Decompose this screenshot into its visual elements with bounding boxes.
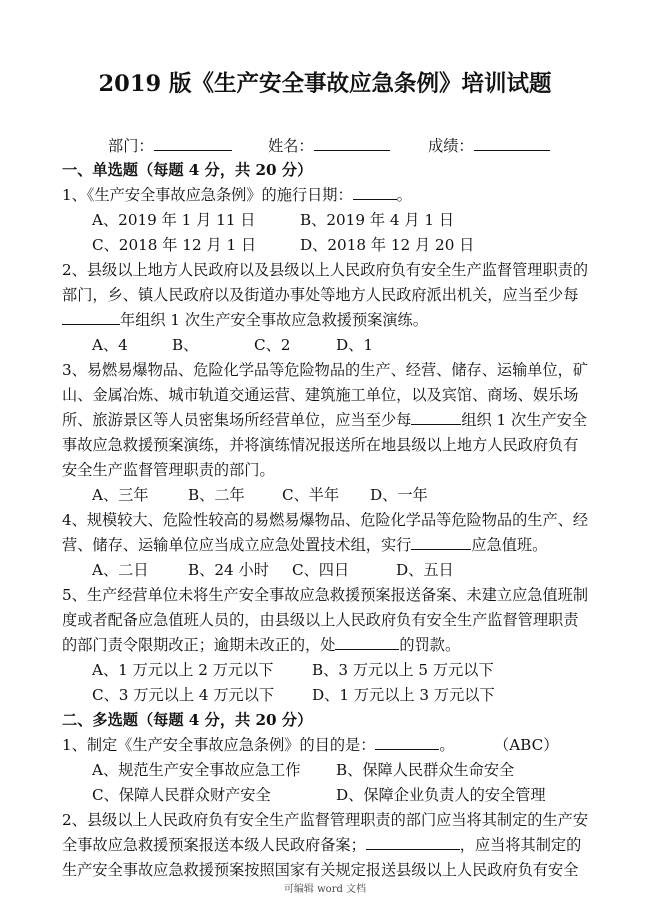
option-a: A、规范生产安全事故应急工作 (92, 761, 301, 779)
footer-note: 可编辑 word 文档 (283, 884, 367, 895)
question-text: 。 (396, 186, 412, 204)
question-7-line-3: 生产安全事故应急救援预案按照国家有关规定报送县级以上人民政府负有安全 (62, 861, 579, 879)
question-text: 。 (439, 736, 455, 754)
option-a: A、二日 (92, 561, 149, 579)
question-3-line-5: 安全生产监督管理职责的部门。 (62, 461, 275, 479)
option-a: A、三年 (92, 486, 149, 504)
option-d: D、一年 (370, 486, 428, 504)
option-b: B、2019 年 4 月 1 日 (300, 211, 455, 229)
section-heading-single-choice: 一、单选题（每题 4 分，共 20 分） (62, 161, 313, 179)
answer-key: （ABC） (494, 736, 559, 754)
option-d: D、1 (336, 336, 374, 354)
option-a: A、2019 年 1 月 11 日 (92, 211, 256, 229)
option-c: C、保障人民群众财产安全 (92, 786, 271, 804)
question-7-line-2 (62, 835, 581, 855)
question-5-line-3 (62, 635, 460, 655)
question-text: 组织 1 次生产安全 (461, 411, 587, 429)
answer-blank[interactable] (411, 535, 471, 550)
option-d: D、五日 (396, 561, 454, 579)
question-text: 的罚款。 (399, 636, 461, 654)
option-b: B、二年 (188, 486, 245, 504)
question-text: 年组织 1 次生产安全事故应急救援预案演练。 (120, 311, 428, 329)
question-7-line-1: 2、县级以上人民政府负有安全生产监督管理职责的部门应当将其制定的生产安 (62, 811, 589, 829)
page-title: 2019 版《生产安全事故应急条例》培训试题 (98, 71, 552, 97)
name-field (268, 136, 390, 156)
option-d: D、2018 年 12 月 20 日 (300, 236, 475, 254)
answer-blank[interactable] (335, 635, 399, 650)
score-field (428, 136, 550, 156)
question-6 (62, 735, 455, 755)
option-c: C、3 万元以上 4 万元以下 (92, 686, 275, 704)
option-b: B、3 万元以上 5 万元以下 (312, 661, 494, 679)
question-text: 1、制定《生产安全事故应急条例》的目的是： (62, 736, 376, 754)
answer-blank[interactable] (366, 835, 460, 850)
option-a: A、1 万元以上 2 万元以下 (92, 661, 274, 679)
option-d: D、保障企业负责人的安全管理 (336, 786, 546, 804)
answer-blank[interactable] (353, 185, 397, 200)
question-3-line-2: 山、金属冶炼、城市轨道交通运营、建筑施工单位，以及宾馆、商场、娱乐场 (62, 386, 579, 404)
answer-blank[interactable] (62, 310, 120, 325)
option-c: C、半年 (282, 486, 340, 504)
score-label: 成绩： (428, 137, 474, 155)
question-text: ，应当将其制定的 (459, 836, 582, 854)
question-5-line-1: 5、生产经营单位未将生产安全事故应急救援预案报送备案、未建立应急值班制 (62, 586, 589, 604)
option-b: B、 (172, 336, 199, 354)
question-5-line-2: 度或者配备应急值班人员的，由县级以上人民政府负有安全生产监督管理职责 (62, 611, 579, 629)
department-blank[interactable] (154, 136, 232, 151)
option-b: B、24 小时 (188, 561, 269, 579)
question-text: 的部门责令限期改正；逾期未改正的，处 (62, 636, 336, 654)
question-3-line-4: 事故应急救援预案演练，并将演练情况报送所在地县级以上地方人民政府负有 (62, 436, 579, 454)
question-text: 所、旅游景区等人员密集场所经营单位，应当至少每 (62, 411, 412, 429)
question-4-line-2 (62, 535, 547, 555)
section-heading-multiple-choice: 二、多选题（每题 4 分，共 20 分） (62, 711, 313, 729)
question-text: 应急值班。 (471, 536, 548, 554)
answer-blank[interactable] (375, 735, 439, 750)
option-a: A、4 (92, 336, 128, 354)
department-label: 部门： (108, 137, 154, 155)
question-1 (62, 185, 412, 205)
option-c: C、2 (254, 336, 291, 354)
name-label: 姓名： (268, 137, 314, 155)
option-c: C、四日 (292, 561, 350, 579)
question-text: 1、《生产安全事故应急条例》的施行日期： (62, 186, 353, 204)
option-d: D、1 万元以上 3 万元以下 (312, 686, 495, 704)
answer-blank[interactable] (411, 410, 461, 425)
option-c: C、2018 年 12 月 1 日 (92, 236, 257, 254)
question-3-line-1: 3、易燃易爆物品、危险化学品等危险物品的生产、经营、储存、运输单位，矿 (62, 361, 589, 379)
question-text: 全事故应急救援预案报送本级人民政府备案； (62, 836, 366, 854)
question-4-line-1: 4、规模较大、危险性较高的易燃易爆物品、危险化学品等危险物品的生产、经 (62, 511, 589, 529)
question-3-line-3 (62, 410, 587, 430)
department-field (108, 136, 232, 156)
question-2-line-2: 部门，乡、镇人民政府以及街道办事处等地方人民政府派出机关，应当至少每 (62, 286, 579, 304)
question-text: 营、储存、运输单位应当成立应急处置技术组，实行 (62, 536, 412, 554)
option-b: B、保障人民群众生命安全 (336, 761, 515, 779)
score-blank[interactable] (474, 136, 550, 151)
question-2-line-1: 2、县级以上地方人民政府以及县级以上人民政府负有安全生产监督管理职责的 (62, 261, 589, 279)
name-blank[interactable] (314, 136, 390, 151)
question-2-line-3 (62, 310, 428, 330)
